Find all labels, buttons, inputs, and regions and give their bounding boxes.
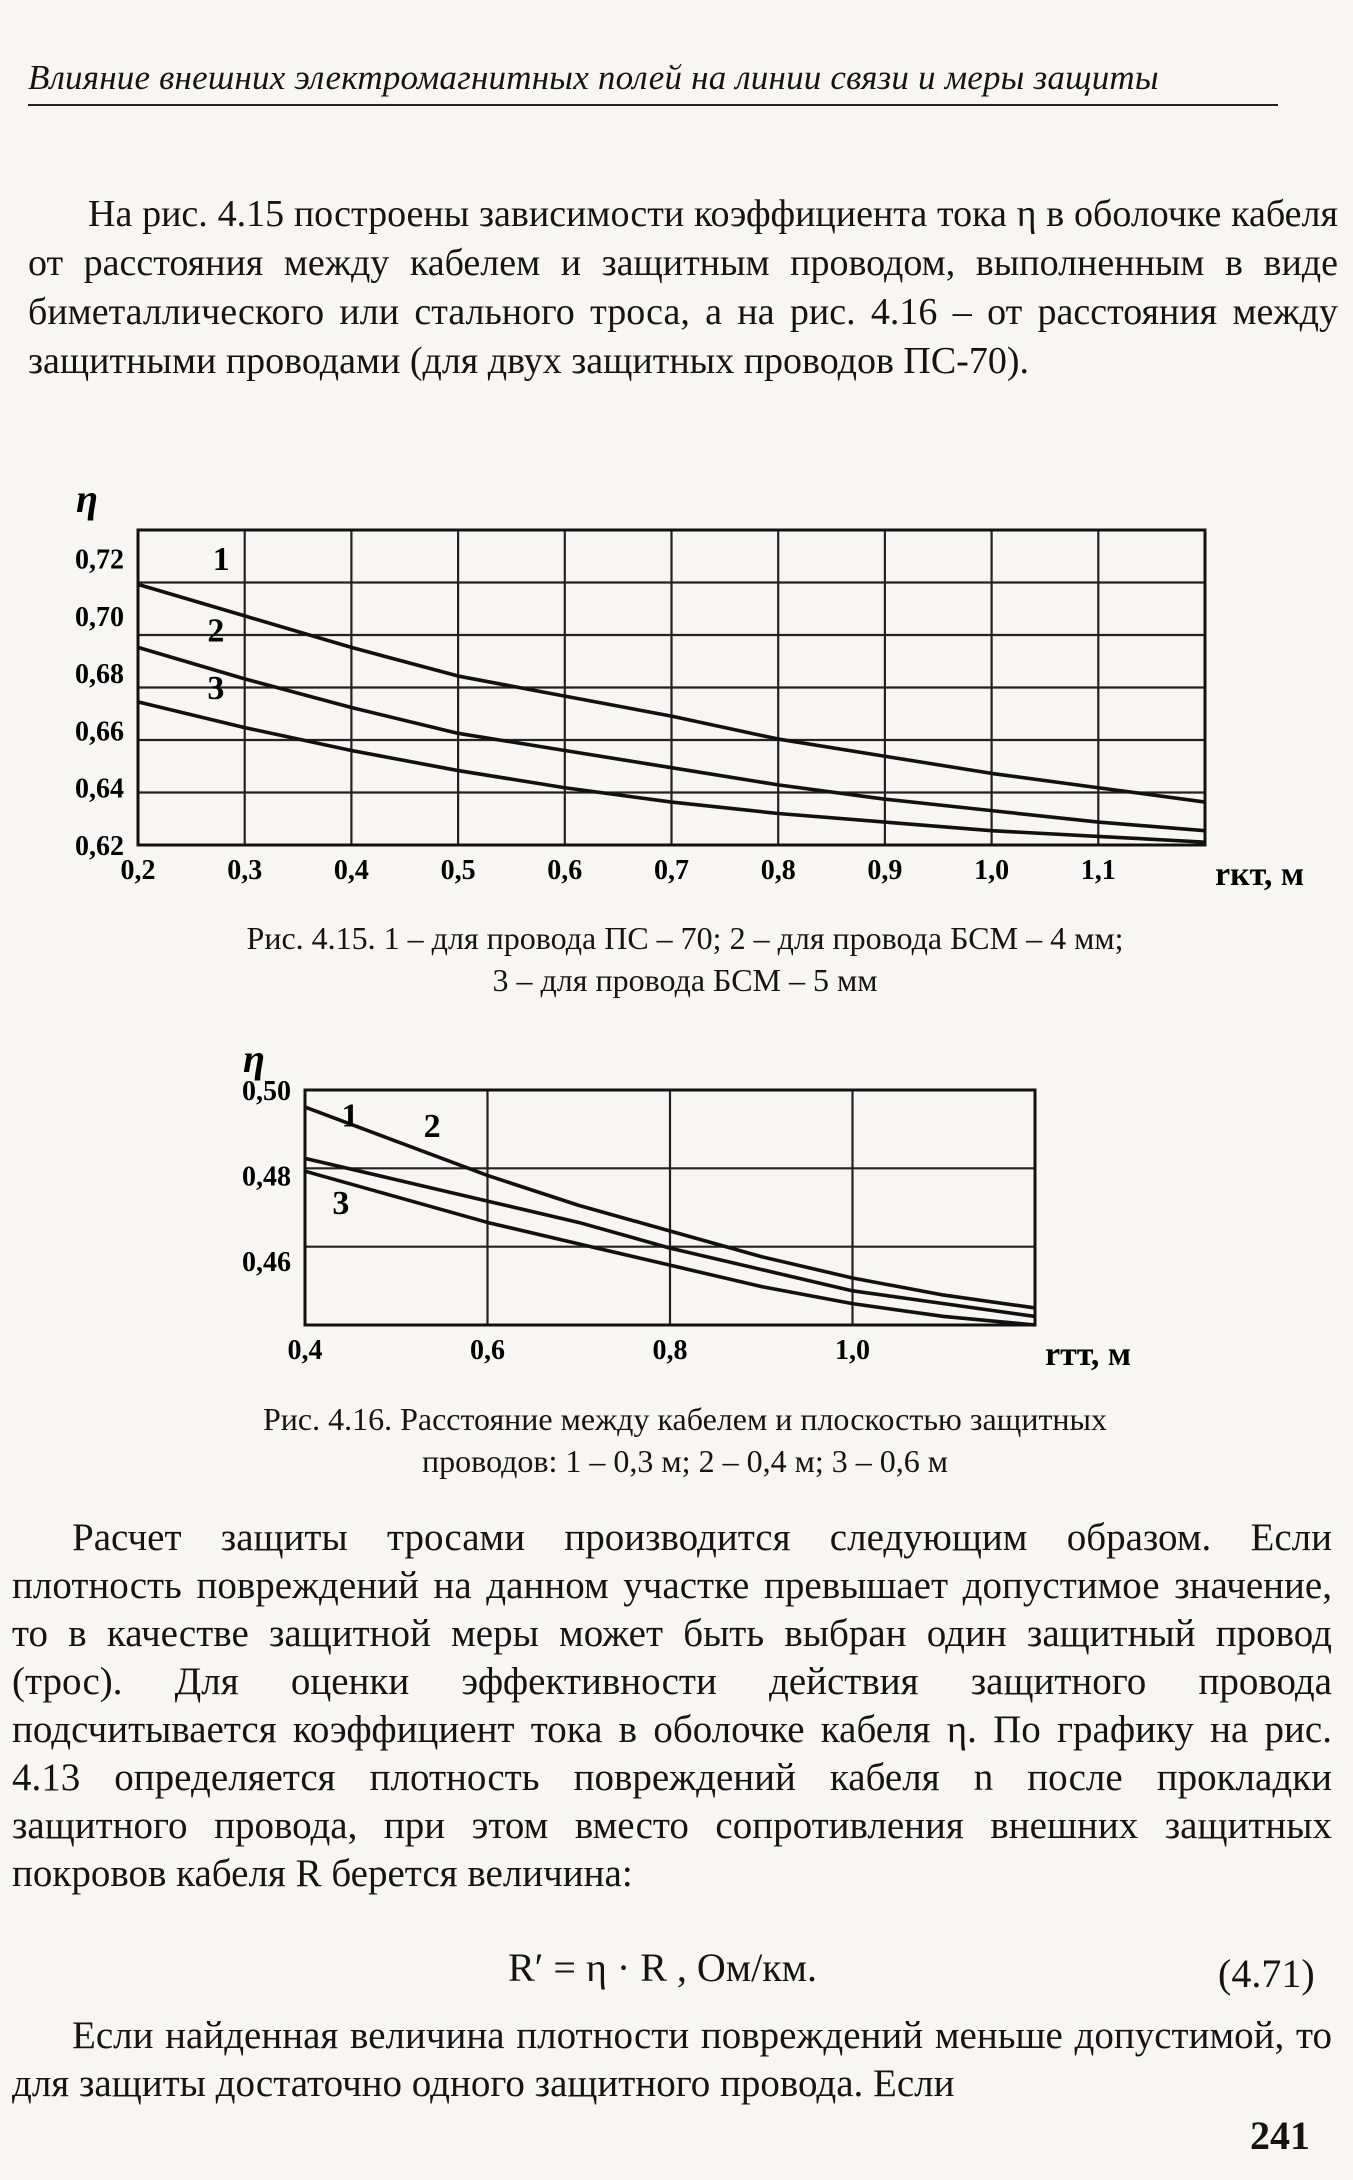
x-tick-label: 1,0 bbox=[835, 1335, 870, 1366]
formula: R′ = η · R , Ом/км. bbox=[508, 1945, 817, 1990]
series-label-1: 1 bbox=[341, 1097, 359, 1135]
paragraph-protection-calc: Расчет защиты тросами производится следующим образом. Если плотность повреждений на данном участке превышает допустимое значение, то в качестве защитной меры может быть выбран один защитный провод (трос). Для оценки эффективности действия защитного провода подсчитывается коэффициент тока в оболочке кабеля η. По графику на рис. 4.13 определяется плотность повреждений кабеля n после прокладки защитного провода, при этом вместо сопротивления внешних защитных покровов кабеля R берется величина: bbox=[12, 1516, 1332, 1895]
x-axis-label: rкт, м bbox=[1215, 856, 1304, 893]
y-tick-label: 0,68 bbox=[75, 659, 124, 691]
y-axis-label: η bbox=[76, 490, 98, 521]
paragraph-conclusion: Если найденная величина плотности повреждений меньше допустимой, то для защиты достаточно одного защитного провода. Если bbox=[12, 2014, 1332, 2105]
page-number: 241 bbox=[1250, 2113, 1310, 2158]
series-label-1: 1 bbox=[212, 541, 230, 579]
y-tick-label: 0,62 bbox=[75, 831, 124, 862]
series-label-3: 3 bbox=[207, 669, 225, 707]
formula-number: (4.71) bbox=[1218, 1951, 1315, 1996]
y-axis-label: η bbox=[243, 1036, 265, 1081]
x-tick-label: 0,6 bbox=[470, 1335, 505, 1366]
y-tick-label: 0,66 bbox=[75, 716, 124, 748]
series-label-2: 2 bbox=[207, 612, 225, 650]
x-axis-label: rтт, м bbox=[1045, 1336, 1132, 1373]
x-tick-label: 0,4 bbox=[287, 1335, 323, 1366]
caption-line: проводов: 1 – 0,3 м; 2 – 0,4 м; 3 – 0,6 м bbox=[422, 1443, 948, 1479]
x-tick-label: 0,2 bbox=[120, 855, 156, 886]
x-tick-label: 0,4 bbox=[333, 855, 369, 886]
y-tick-label: 0,50 bbox=[242, 1076, 291, 1107]
x-tick-label: 0,8 bbox=[652, 1335, 688, 1366]
x-tick-label: 1,0 bbox=[974, 855, 1010, 886]
caption-line: Рис. 4.16. Расстояние между кабелем и плоскостью защитных bbox=[262, 1401, 1108, 1437]
x-tick-label: 0,8 bbox=[760, 855, 796, 886]
figure-4-16-caption bbox=[140, 1398, 1230, 1482]
x-tick-label: 0,9 bbox=[867, 855, 903, 886]
x-tick-label: 0,5 bbox=[440, 855, 476, 886]
y-tick-label: 0,72 bbox=[75, 544, 124, 576]
x-tick-label: 1,1 bbox=[1080, 855, 1116, 886]
caption-line: 3 – для провода БСМ – 5 мм bbox=[492, 962, 878, 998]
x-tick-label: 0,3 bbox=[227, 855, 263, 886]
figure-4-15-caption bbox=[120, 917, 1250, 1001]
x-tick-label: 0,6 bbox=[547, 855, 583, 886]
caption-line: Рис. 4.15. 1 – для провода ПС – 70; 2 – для провода БСМ – 4 мм; bbox=[246, 920, 1124, 956]
x-tick-label: 0,7 bbox=[654, 855, 689, 886]
figure-4-15-chart bbox=[0, 490, 1353, 910]
paragraph-intro: На рис. 4.15 построены зависимости коэффициента тока η в оболочке кабеля от расстояния между кабелем и защитным проводом, выполненным в виде биметаллического или стального троса, а на рис. 4.16 – от расстояния между защитными проводами (для двух защитных проводов ПС-70). bbox=[28, 193, 1338, 382]
y-tick-label: 0,64 bbox=[75, 773, 124, 805]
y-tick-label: 0,70 bbox=[75, 601, 124, 633]
series-label-2: 2 bbox=[423, 1108, 441, 1145]
figure-4-16-chart bbox=[0, 1030, 1353, 1390]
running-header: Влияние внешних электромагнитных полей на линии связи и меры защиты bbox=[28, 58, 1278, 106]
y-tick-label: 0,46 bbox=[242, 1246, 291, 1278]
series-label-3: 3 bbox=[332, 1184, 350, 1222]
y-tick-label: 0,48 bbox=[242, 1161, 291, 1193]
